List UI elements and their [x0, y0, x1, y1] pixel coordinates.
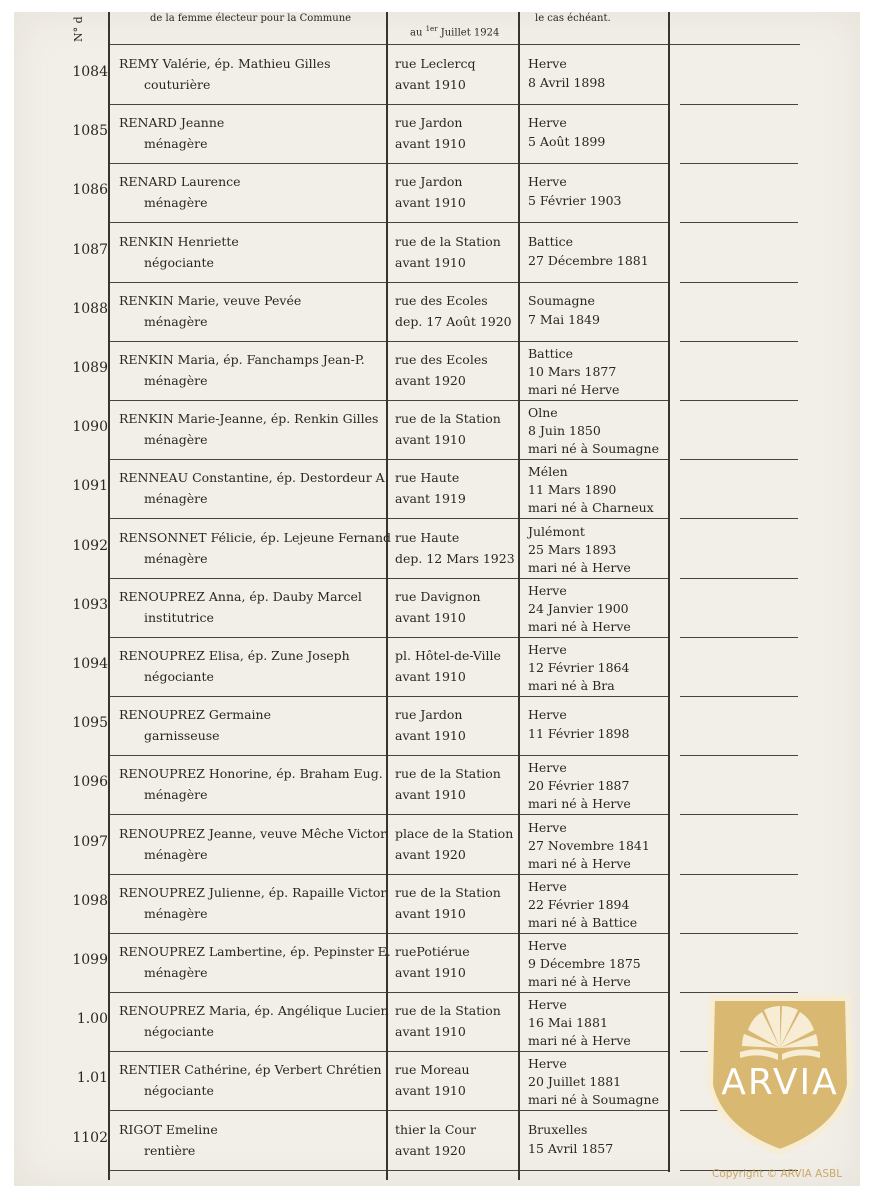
birth-place: Herve: [528, 115, 567, 131]
profession: couturière: [144, 77, 211, 92]
table-row: [0, 638, 872, 697]
entry-number: 1.00: [76, 1011, 108, 1028]
birth-place: Herve: [528, 878, 567, 894]
table-row: [0, 342, 872, 401]
residence-since: avant 1910: [395, 195, 466, 211]
birth-date: 10 Mars 1877: [528, 364, 617, 379]
birth-place: Herve: [528, 760, 567, 776]
table-row: [0, 283, 872, 342]
elector-name: RENOUPREZ Maria, ép. Angélique Lucien: [119, 1003, 389, 1019]
residence-since: avant 1910: [395, 905, 466, 921]
husband-birth: mari né à Herve: [528, 559, 631, 575]
elector-name: RIGOT Emeline: [119, 1121, 218, 1137]
profession: ménagère: [144, 550, 208, 566]
residence-since: avant 1910: [395, 609, 466, 625]
birth-date: 20 Février 1887: [528, 778, 630, 794]
address-street: rue Leclercq: [395, 56, 476, 71]
entry-number: 1099: [72, 952, 108, 968]
table-row: [0, 460, 872, 519]
profession: institutrice: [144, 609, 214, 625]
address-street: rue Davignon: [395, 588, 481, 604]
birth-place: Herve: [528, 938, 567, 953]
entry-number: 1097: [72, 833, 108, 850]
address-street: rue de la Station: [395, 233, 501, 249]
residence-since: dep. 12 Mars 1923: [395, 550, 515, 566]
birth-place: Herve: [528, 1056, 567, 1072]
husband-birth: mari né à Herve: [528, 974, 631, 989]
husband-birth: mari né à Herve: [528, 1033, 631, 1049]
profession: ménagère: [144, 313, 208, 329]
residence-since: avant 1910: [395, 728, 466, 744]
profession: ménagère: [144, 136, 208, 152]
elector-name: RENARD Laurence: [119, 174, 241, 190]
birth-place: Bruxelles: [528, 1121, 588, 1137]
residence-since: avant 1910: [395, 965, 466, 980]
table-row: [0, 164, 872, 223]
address-street: rue de la Station: [395, 411, 501, 427]
birth-place: Herve: [528, 582, 567, 598]
profession: ménagère: [144, 373, 208, 388]
address-street: rue Moreau: [395, 1062, 470, 1078]
residence-since: avant 1920: [395, 1142, 466, 1158]
profession: ménagère: [144, 195, 208, 211]
residence-since: dep. 17 Août 1920: [395, 313, 512, 329]
header-name: de la femme électeur pour la Commune: [150, 13, 352, 24]
address-street: rue Jardon: [395, 174, 463, 190]
address-street: rue de la Station: [395, 766, 501, 782]
birth-place: Battice: [528, 233, 574, 249]
address-street: rue de la Station: [395, 884, 501, 900]
table-row: [0, 875, 872, 934]
entry-number: 1091: [72, 478, 108, 495]
birth-date: 25 Mars 1893: [528, 541, 617, 557]
elector-name: RENOUPREZ Lambertine, ép. Pepinster E.: [119, 944, 391, 959]
header-address: au $^{1er}$ Juillet 1924: [410, 25, 500, 39]
husband-birth: mari né Herve: [528, 382, 620, 397]
residence-since: avant 1910: [395, 1024, 466, 1040]
birth-date: 9 Décembre 1875: [528, 956, 641, 971]
profession: ménagère: [144, 491, 208, 507]
entry-number: 1084: [72, 64, 108, 80]
elector-name: RENKIN Henriette: [119, 233, 239, 249]
address-street: ruePotiérue: [395, 944, 470, 959]
birth-place: Herve: [528, 56, 567, 71]
birth-date: 5 Février 1903: [528, 193, 622, 209]
birth-date: 27 Novembre 1841: [528, 837, 650, 853]
profession: négociante: [144, 669, 214, 684]
birth-date: 27 Décembre 1881: [528, 252, 649, 268]
entry-number: 1086: [72, 182, 108, 199]
birth-date: 22 Février 1894: [528, 896, 630, 912]
birth-date: 11 Février 1898: [528, 726, 630, 742]
birth-date: 8 Avril 1898: [528, 75, 606, 90]
address-street: rue Jardon: [395, 707, 463, 723]
profession: négociante: [144, 1024, 214, 1040]
table-row: [0, 697, 872, 756]
entry-number: 1095: [72, 715, 108, 732]
row-divider: [520, 1170, 668, 1171]
husband-birth: mari né à Battice: [528, 914, 638, 930]
profession: ménagère: [144, 787, 208, 803]
table-row: [0, 579, 872, 638]
row-divider: [388, 1170, 518, 1171]
elector-name: RENNEAU Constantine, ép. Destordeur A.: [119, 470, 389, 486]
entry-number: 1090: [72, 419, 108, 436]
address-street: rue Haute: [395, 470, 460, 486]
entry-number: 1085: [72, 123, 108, 140]
elector-name: RENOUPREZ Germaine: [119, 707, 271, 723]
elector-name: RENKIN Marie-Jeanne, ép. Renkin Gilles: [119, 411, 379, 427]
elector-name: RENKIN Marie, veuve Pevée: [119, 292, 302, 308]
entry-number: 1098: [72, 892, 108, 909]
birth-place: Battice: [528, 346, 574, 361]
birth-date: 7 Mai 1849: [528, 311, 600, 327]
address-street: rue des Ecoles: [395, 292, 488, 308]
entry-number: 1.01: [76, 1070, 108, 1087]
birth-date: 24 Janvier 1900: [528, 600, 629, 616]
entry-number: 1093: [72, 596, 108, 613]
header-divider: [110, 44, 800, 45]
table-row: [0, 816, 872, 875]
profession: ménagère: [144, 432, 208, 448]
birth-place: Herve: [528, 707, 567, 723]
table-row: [0, 105, 872, 164]
husband-birth: mari né à Soumagne: [528, 441, 659, 457]
residence-since: avant 1919: [395, 491, 466, 507]
birth-date: 20 Juillet 1881: [528, 1074, 622, 1090]
header-birth: le cas échéant.: [535, 13, 611, 24]
elector-name: RENOUPREZ Jeanne, veuve Mêche Victor: [119, 825, 387, 841]
residence-since: avant 1920: [395, 846, 466, 862]
residence-since: avant 1910: [395, 77, 466, 92]
entry-number: 1089: [72, 360, 108, 376]
header-number: N° d: [72, 16, 85, 42]
elector-name: RENARD Jeanne: [119, 115, 225, 131]
birth-date: 8 Juin 1850: [528, 423, 601, 439]
birth-date: 15 Avril 1857: [528, 1140, 614, 1156]
address-street: place de la Station: [395, 825, 514, 841]
entry-number: 1088: [72, 300, 108, 317]
entry-number: 1092: [72, 537, 108, 554]
entry-number: 1094: [72, 656, 108, 672]
copyright-notice: Copyright © ARVIA ASBL: [712, 1168, 843, 1180]
husband-birth: mari né à Herve: [528, 855, 631, 871]
husband-birth: mari né à Bra: [528, 678, 615, 693]
address-street: rue des Ecoles: [395, 352, 488, 367]
profession: garnisseuse: [144, 728, 220, 744]
elector-name: REMY Valérie, ép. Mathieu Gilles: [119, 56, 331, 71]
address-street: rue Haute: [395, 529, 460, 545]
husband-birth: mari né à Soumagne: [528, 1092, 659, 1108]
profession: négociante: [144, 1083, 214, 1099]
table-row: [0, 46, 872, 105]
elector-name: RENTIER Cathérine, ép Verbert Chrétien: [119, 1062, 382, 1078]
residence-since: avant 1920: [395, 373, 466, 388]
entry-number: 1102: [72, 1129, 108, 1146]
residence-since: avant 1910: [395, 432, 466, 448]
birth-place: Herve: [528, 642, 567, 657]
birth-date: 12 Février 1864: [528, 660, 630, 675]
elector-name: RENOUPREZ Anna, ép. Dauby Marcel: [119, 588, 362, 604]
husband-birth: mari né à Herve: [528, 796, 631, 812]
birth-place: Julémont: [528, 523, 585, 539]
profession: ménagère: [144, 905, 208, 921]
birth-place: Soumagne: [528, 292, 595, 308]
husband-birth: mari né à Herve: [528, 618, 631, 634]
birth-date: 16 Mai 1881: [528, 1015, 608, 1031]
birth-place: Mélen: [528, 464, 568, 480]
elector-name: RENKIN Maria, ép. Fanchamps Jean-P.: [119, 352, 365, 367]
profession: rentière: [144, 1142, 196, 1158]
elector-name: RENOUPREZ Julienne, ép. Rapaille Victor: [119, 884, 387, 900]
table-header: [0, 12, 872, 46]
watermark-text: ARVIA: [721, 1062, 839, 1103]
profession: ménagère: [144, 846, 208, 862]
table-row: [0, 756, 872, 815]
birth-date: 11 Mars 1890: [528, 482, 617, 498]
elector-name: RENOUPREZ Honorine, ép. Braham Eug.: [119, 766, 383, 782]
birth-place: Herve: [528, 819, 567, 835]
birth-place: Herve: [528, 174, 567, 190]
profession: ménagère: [144, 965, 208, 980]
table-row: [0, 520, 872, 579]
profession: négociante: [144, 254, 214, 270]
entry-number: 1087: [72, 241, 108, 258]
table-row: [0, 934, 872, 993]
birth-place: Herve: [528, 997, 567, 1013]
table-row: [0, 224, 872, 283]
address-street: pl. Hôtel-de-Ville: [395, 648, 501, 663]
elector-name: RENOUPREZ Elisa, ép. Zune Joseph: [119, 648, 350, 663]
residence-since: avant 1910: [395, 787, 466, 803]
address-street: rue Jardon: [395, 115, 463, 131]
address-street: rue de la Station: [395, 1003, 501, 1019]
entry-number: 1096: [72, 774, 108, 791]
birth-place: Olne: [528, 405, 558, 421]
residence-since: avant 1910: [395, 254, 466, 270]
residence-since: avant 1910: [395, 136, 466, 152]
residence-since: avant 1910: [395, 1083, 466, 1099]
address-street: thier la Cour: [395, 1121, 476, 1137]
residence-since: avant 1910: [395, 669, 466, 684]
birth-date: 5 Août 1899: [528, 134, 606, 150]
row-divider: [110, 1170, 386, 1171]
husband-birth: mari né à Charneux: [528, 500, 654, 516]
elector-name: RENSONNET Félicie, ép. Lejeune Fernand: [119, 529, 392, 545]
table-row: [0, 401, 872, 460]
